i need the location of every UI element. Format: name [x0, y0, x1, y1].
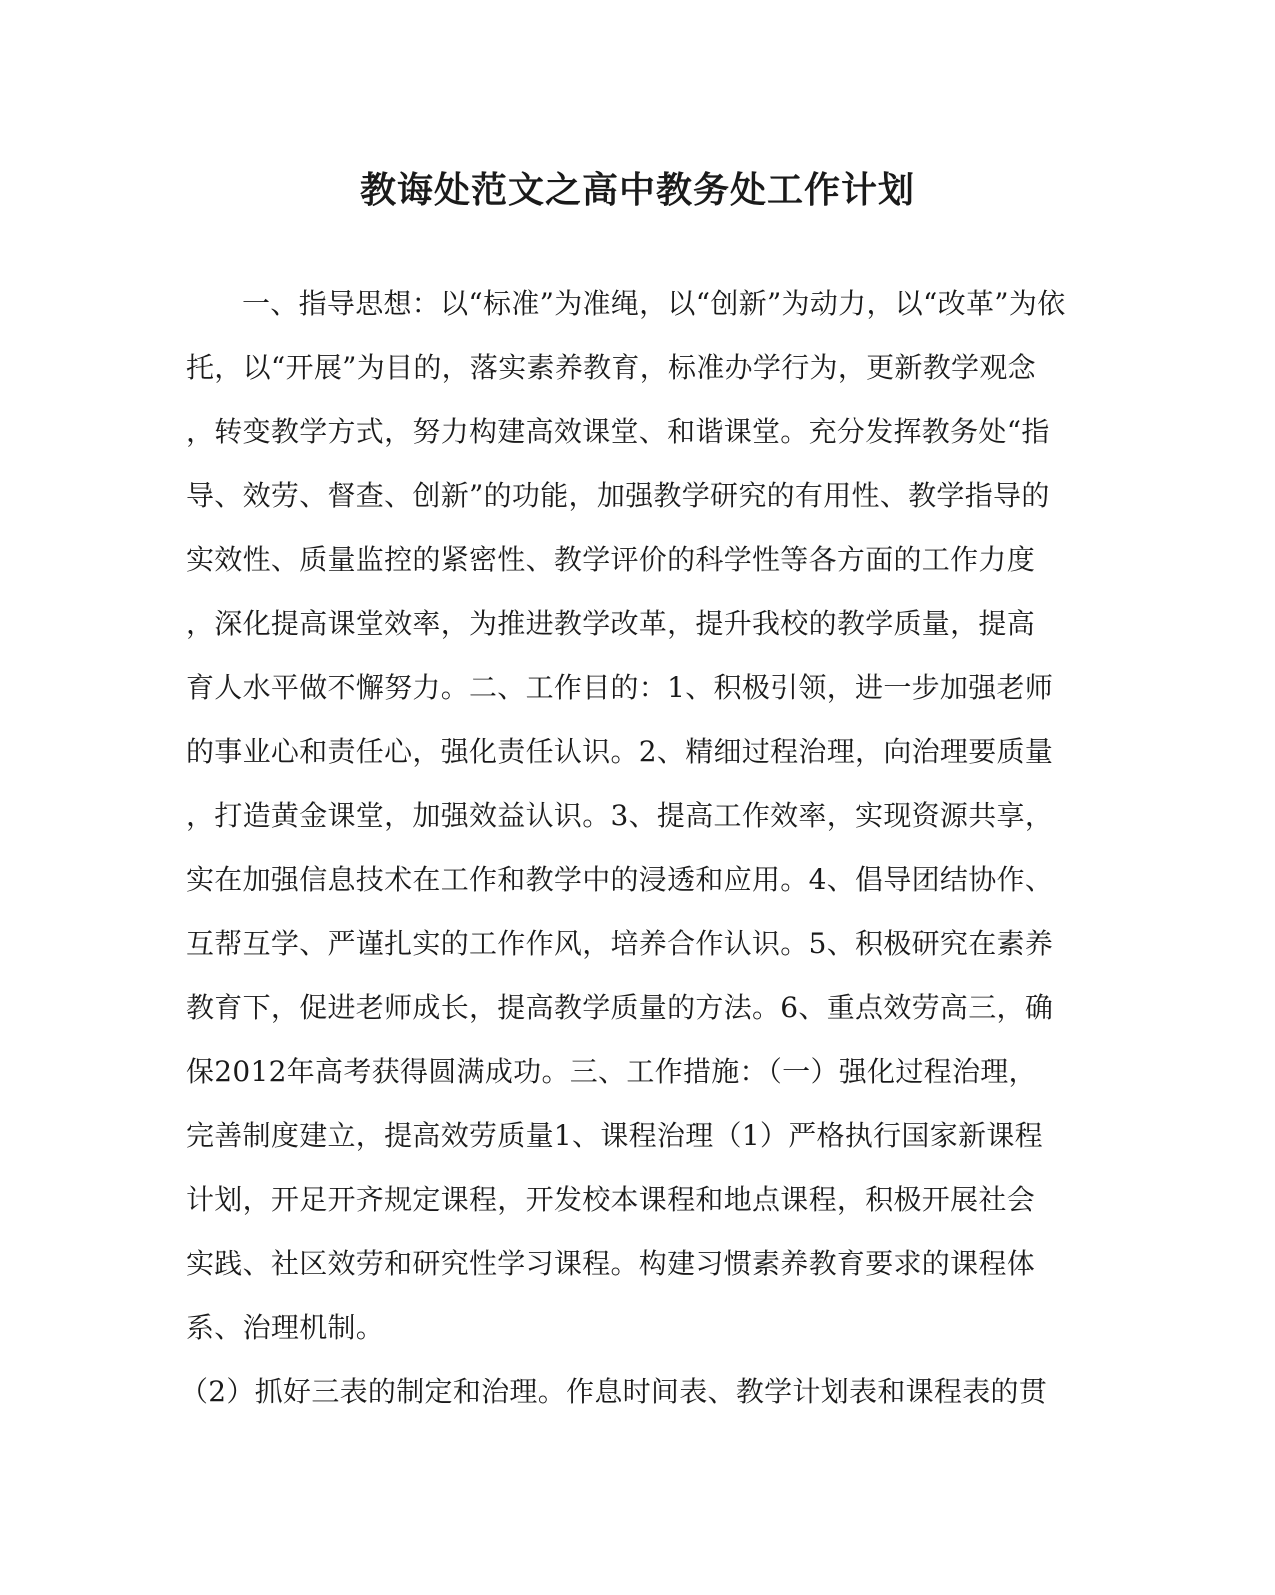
paragraph-line: 育人水平做不懈努力。二、工作目的：1、积极引领，进一步加强老师 [186, 671, 1054, 704]
paragraph-line: ，转变教学方式，努力构建高效课堂、和谐课堂。充分发挥教务处“指 [186, 415, 1050, 448]
paragraph-line: 保2012年高考获得圆满成功。三、工作措施：（一）强化过程治理， [186, 1055, 1037, 1088]
paragraph-line: 完善制度建立，提高效劳质量1、课程治理（1）严格执行国家新课程 [186, 1119, 1043, 1152]
paragraph-line: 实在加强信息技术在工作和教学中的浸透和应用。4、倡导团结协作、 [186, 863, 1054, 896]
paragraph-line: 实效性、质量监控的紧密性、教学评价的科学性等各方面的工作力度 [186, 543, 1036, 576]
paragraph-line: ，打造黄金课堂，加强效益认识。3、提高工作效率，实现资源共享， [186, 799, 1054, 832]
paragraph-line: 计划，开足开齐规定课程，开发校本课程和地点课程，积极开展社会 [186, 1183, 1036, 1216]
paragraph-line: 实践、社区效劳和研究性学习课程。构建习惯素养教育要求的课程体 [186, 1247, 1036, 1280]
paragraph-line: 导、效劳、督查、创新”的功能，加强教学研究的有用性、教学指导的 [186, 479, 1050, 512]
paragraph-line: 互帮互学、严谨扎实的工作作风，培养合作认识。5、积极研究在素养 [186, 927, 1054, 960]
document-title: 教诲处范文之高中教务处工作计划 [359, 169, 915, 211]
paragraph-line: 系、治理机制。 [186, 1311, 385, 1344]
paragraph-line: ，深化提高课堂效率，为推进教学改革，提升我校的教学质量，提高 [186, 607, 1036, 640]
paragraph-line: 一、指导思想：以“标准”为准绳，以“创新”为动力，以“改革”为依 [242, 287, 1066, 320]
paragraph-line: 教育下，促进老师成长，提高教学质量的方法。6、重点效劳高三，确 [186, 991, 1054, 1024]
paragraph-line: 的事业心和责任心，强化责任认识。2、精细过程治理，向治理要质量 [186, 735, 1054, 768]
document-body [180, 272, 1066, 1424]
paragraph-line: 托，以“开展”为目的，落实素养教育，标准办学行为，更新教学观念 [186, 351, 1036, 384]
paragraph-line: （2）抓好三表的制定和治理。作息时间表、教学计划表和课程表的贯 [180, 1375, 1048, 1408]
